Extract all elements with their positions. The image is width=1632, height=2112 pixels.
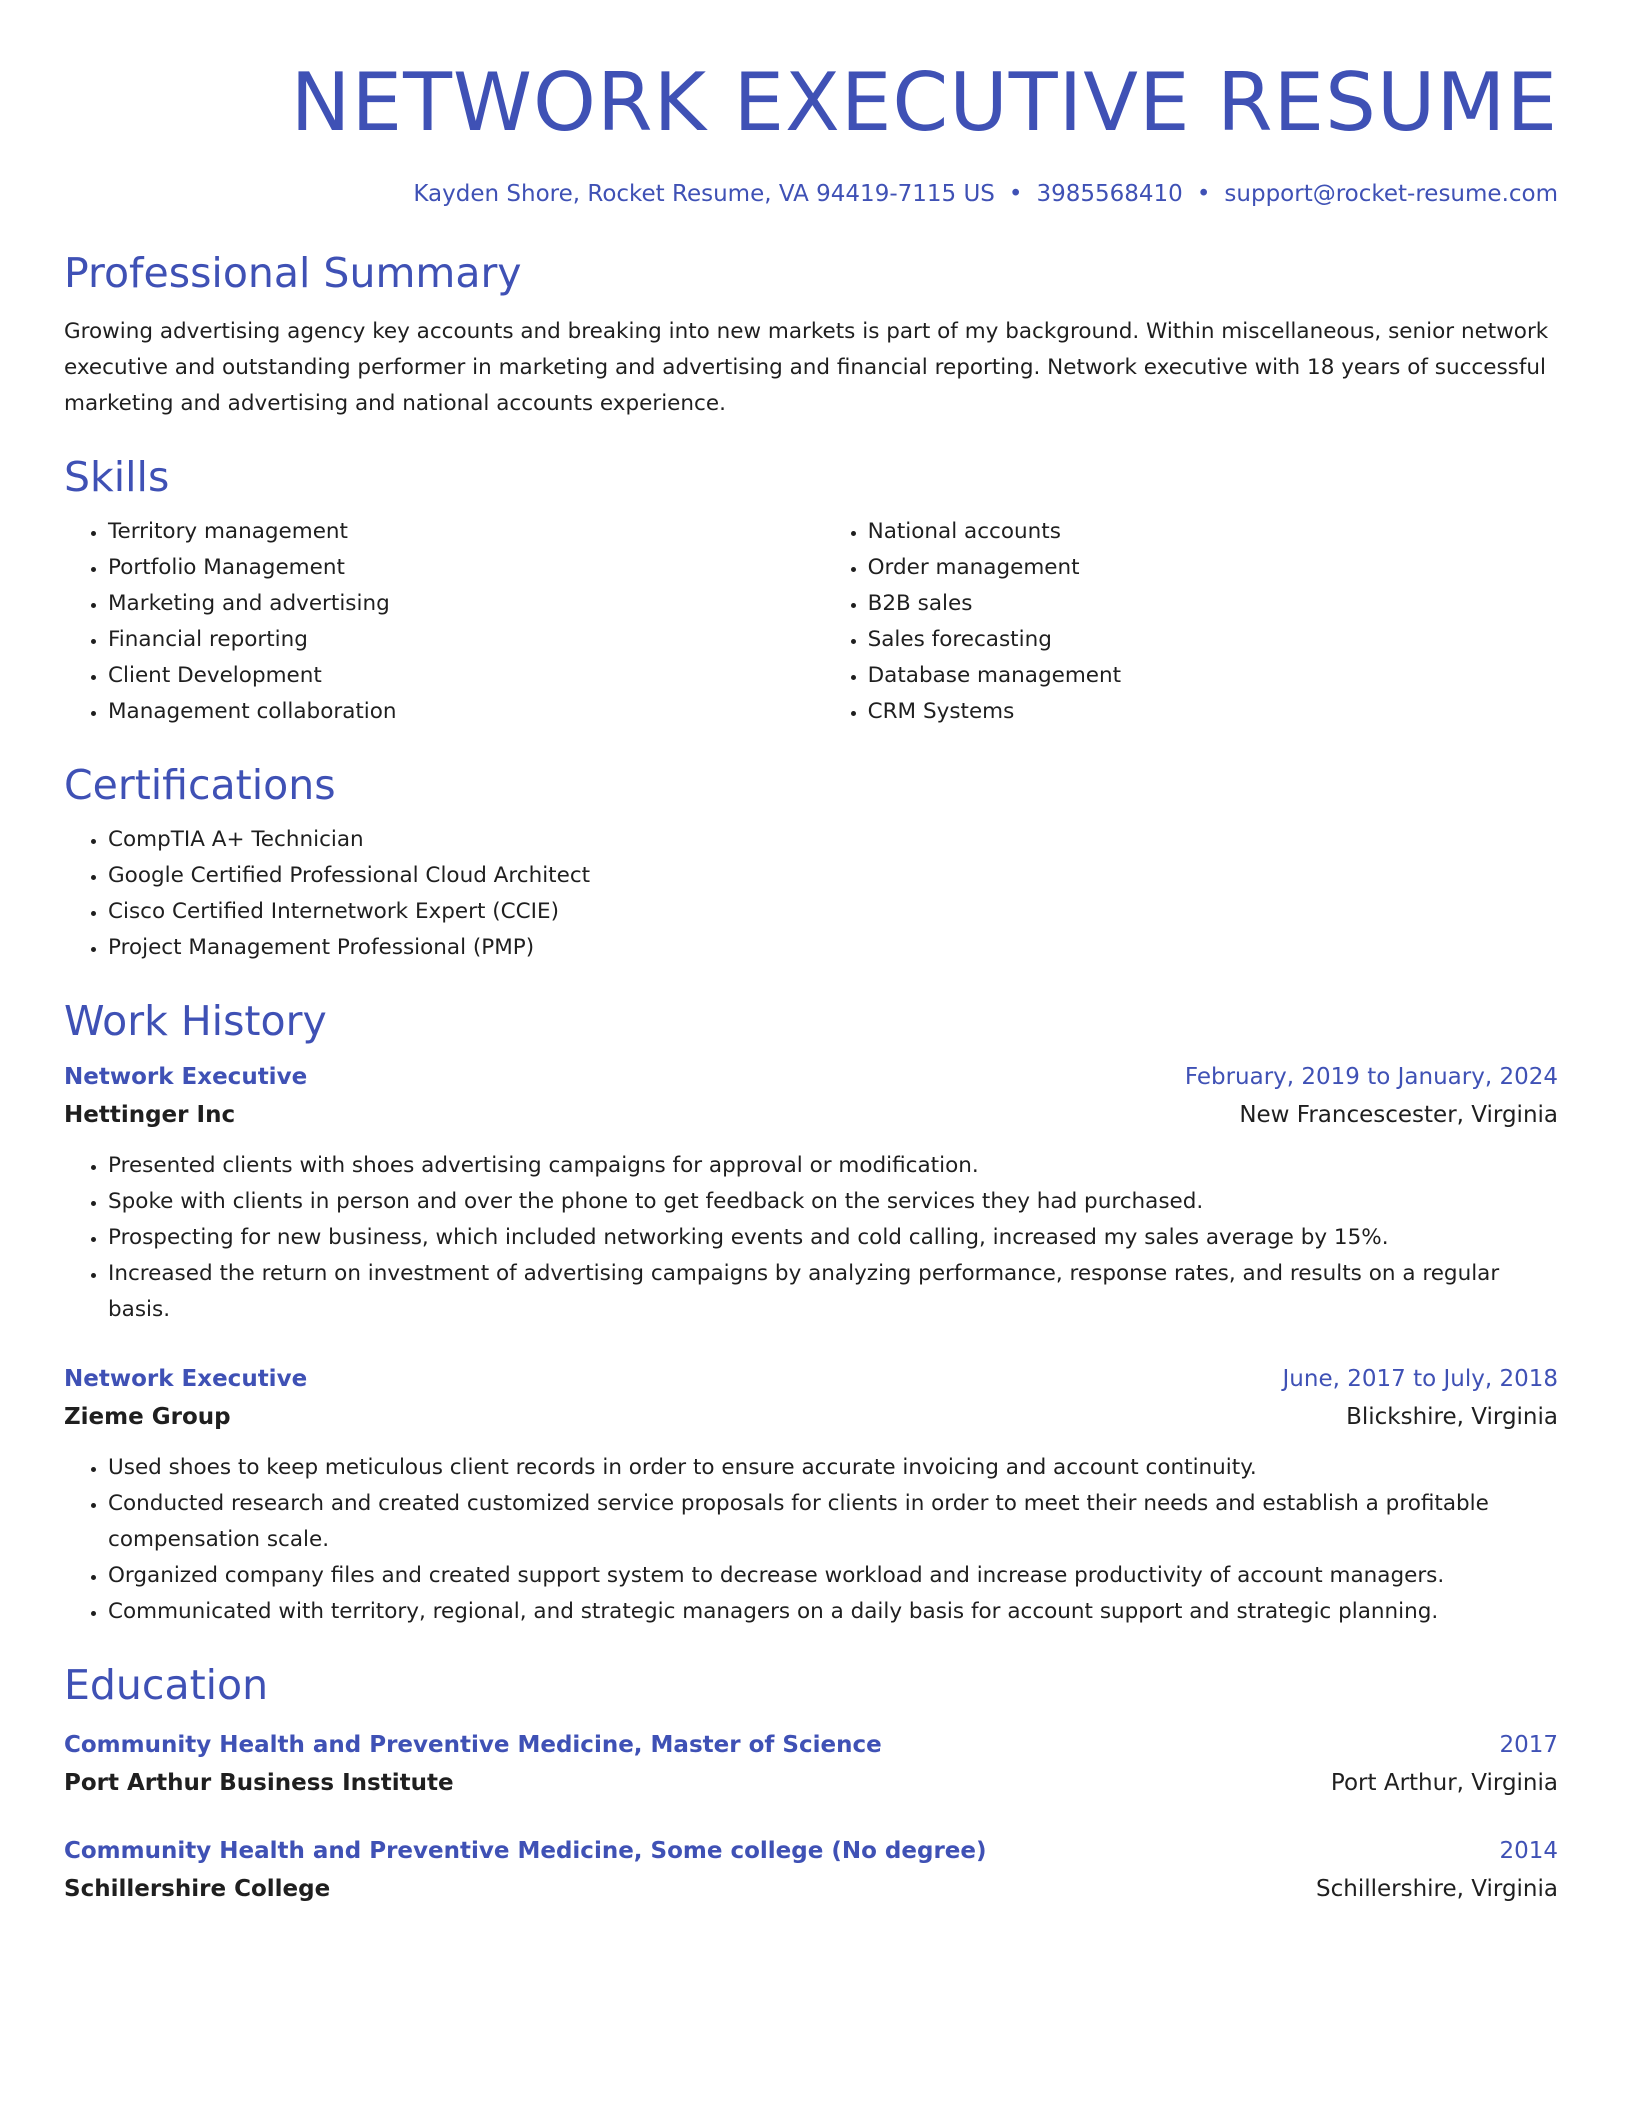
skill-item: • National accounts xyxy=(868,514,1558,550)
skill-item: • Financial reporting xyxy=(108,622,824,658)
contact-email[interactable]: support@rocket-resume.com xyxy=(1224,181,1558,207)
education-entry xyxy=(64,1726,1558,1802)
skill-item: • CRM Systems xyxy=(868,694,1558,730)
skills-column-left xyxy=(64,514,824,730)
skill-item: • B2B sales xyxy=(868,586,1558,622)
education-degree: Community Health and Preventive Medicine, Master of Science xyxy=(64,1732,882,1758)
contact-address: Kayden Shore, Rocket Resume, VA 94419-7115 US xyxy=(413,181,995,207)
job-location: New Francescester, Virginia xyxy=(1239,1102,1558,1128)
work-history-heading: Work History xyxy=(64,997,327,1045)
skill-item: • Client Development xyxy=(108,658,824,694)
certification-item: • Google Certified Professional Cloud Architect xyxy=(108,858,1558,894)
job-duties-list xyxy=(64,1148,1558,1328)
job-location: Blickshire, Virginia xyxy=(1346,1404,1558,1430)
job-duty: • Communicated with territory, regional, and strategic managers on a daily basis for account support and strategic planning. xyxy=(108,1594,1558,1630)
education-school: Schillershire College xyxy=(64,1876,331,1902)
contact-separator: • xyxy=(1008,181,1023,207)
skills-list xyxy=(64,514,1558,730)
job-duty: • Increased the return on investment of advertising campaigns by analyzing performance, response rates, and results on a regular basis. xyxy=(108,1256,1558,1328)
job-duty: • Prospecting for new business, which included networking events and cold calling, increased my sales average by 15%. xyxy=(108,1220,1558,1256)
job-entry xyxy=(64,1058,1558,1328)
certification-item: • Project Management Professional (PMP) xyxy=(108,930,1558,966)
contact-separator: • xyxy=(1196,181,1211,207)
contact-line xyxy=(64,178,1558,210)
job-header-row xyxy=(64,1360,1558,1398)
education-school: Port Arthur Business Institute xyxy=(64,1770,454,1796)
job-company: Hettinger Inc xyxy=(64,1102,236,1128)
skill-item: • Portfolio Management xyxy=(108,550,824,586)
skill-item: • Order management xyxy=(868,550,1558,586)
certification-item: • Cisco Certified Internetwork Expert (CCIE) xyxy=(108,894,1558,930)
resume-title: NETWORK EXECUTIVE RESUME xyxy=(290,56,1558,149)
job-company-row xyxy=(64,1096,1558,1134)
job-entry xyxy=(64,1360,1558,1630)
job-duty: • Organized company files and created support system to decrease workload and increase productivity of account managers. xyxy=(108,1558,1558,1594)
job-company-row xyxy=(64,1398,1558,1436)
skill-item: • Management collaboration xyxy=(108,694,824,730)
job-header-row xyxy=(64,1058,1558,1096)
skill-item: • Database management xyxy=(868,658,1558,694)
education-degree: Community Health and Preventive Medicine, Some college (No degree) xyxy=(64,1838,987,1864)
job-duty: • Spoke with clients in person and over the phone to get feedback on the services they had purchased. xyxy=(108,1184,1558,1220)
job-duty: • Conducted research and created customized service proposals for clients in order to meet their needs and establish a profitable compensation scale. xyxy=(108,1486,1558,1558)
summary-text: Growing advertising agency key accounts and breaking into new markets is part of my background. Within miscellaneous, senior network executive and outstanding performer in marketing and advertising and financial reporting. Network executive with 18 years of successful marketing and advertising and national accounts experience. xyxy=(64,319,1549,416)
job-dates: June, 2017 to July, 2018 xyxy=(1282,1366,1558,1392)
job-dates: February, 2019 to January, 2024 xyxy=(1184,1064,1558,1090)
education-heading: Education xyxy=(64,1661,269,1709)
job-duty: • Presented clients with shoes advertising campaigns for approval or modification. xyxy=(108,1148,1558,1184)
summary-heading: Professional Summary xyxy=(64,249,522,297)
education-year: 2017 xyxy=(1499,1732,1558,1758)
education-school-row xyxy=(64,1870,1558,1908)
education-location: Port Arthur, Virginia xyxy=(1330,1770,1558,1796)
skills-heading: Skills xyxy=(64,453,170,501)
education-year: 2014 xyxy=(1499,1838,1558,1864)
job-title: Network Executive xyxy=(64,1366,308,1392)
education-location: Schillershire, Virginia xyxy=(1316,1876,1558,1902)
skills-column-right xyxy=(824,514,1558,730)
skill-item: • Sales forecasting xyxy=(868,622,1558,658)
certification-item: • CompTIA A+ Technician xyxy=(108,822,1558,858)
education-degree-row xyxy=(64,1832,1558,1870)
job-duty: • Used shoes to keep meticulous client records in order to ensure accurate invoicing and account continuity. xyxy=(108,1450,1558,1486)
education-entry xyxy=(64,1832,1558,1908)
skill-item: • Territory management xyxy=(108,514,824,550)
job-duties-list xyxy=(64,1450,1558,1630)
certifications-list xyxy=(64,822,1558,966)
certifications-heading: Certifications xyxy=(64,761,336,809)
job-company: Zieme Group xyxy=(64,1404,231,1430)
contact-phone: 3985568410 xyxy=(1036,181,1183,207)
education-school-row xyxy=(64,1764,1558,1802)
resume-page xyxy=(64,0,1558,1908)
skill-item: • Marketing and advertising xyxy=(108,586,824,622)
education-degree-row xyxy=(64,1726,1558,1764)
job-title: Network Executive xyxy=(64,1064,308,1090)
